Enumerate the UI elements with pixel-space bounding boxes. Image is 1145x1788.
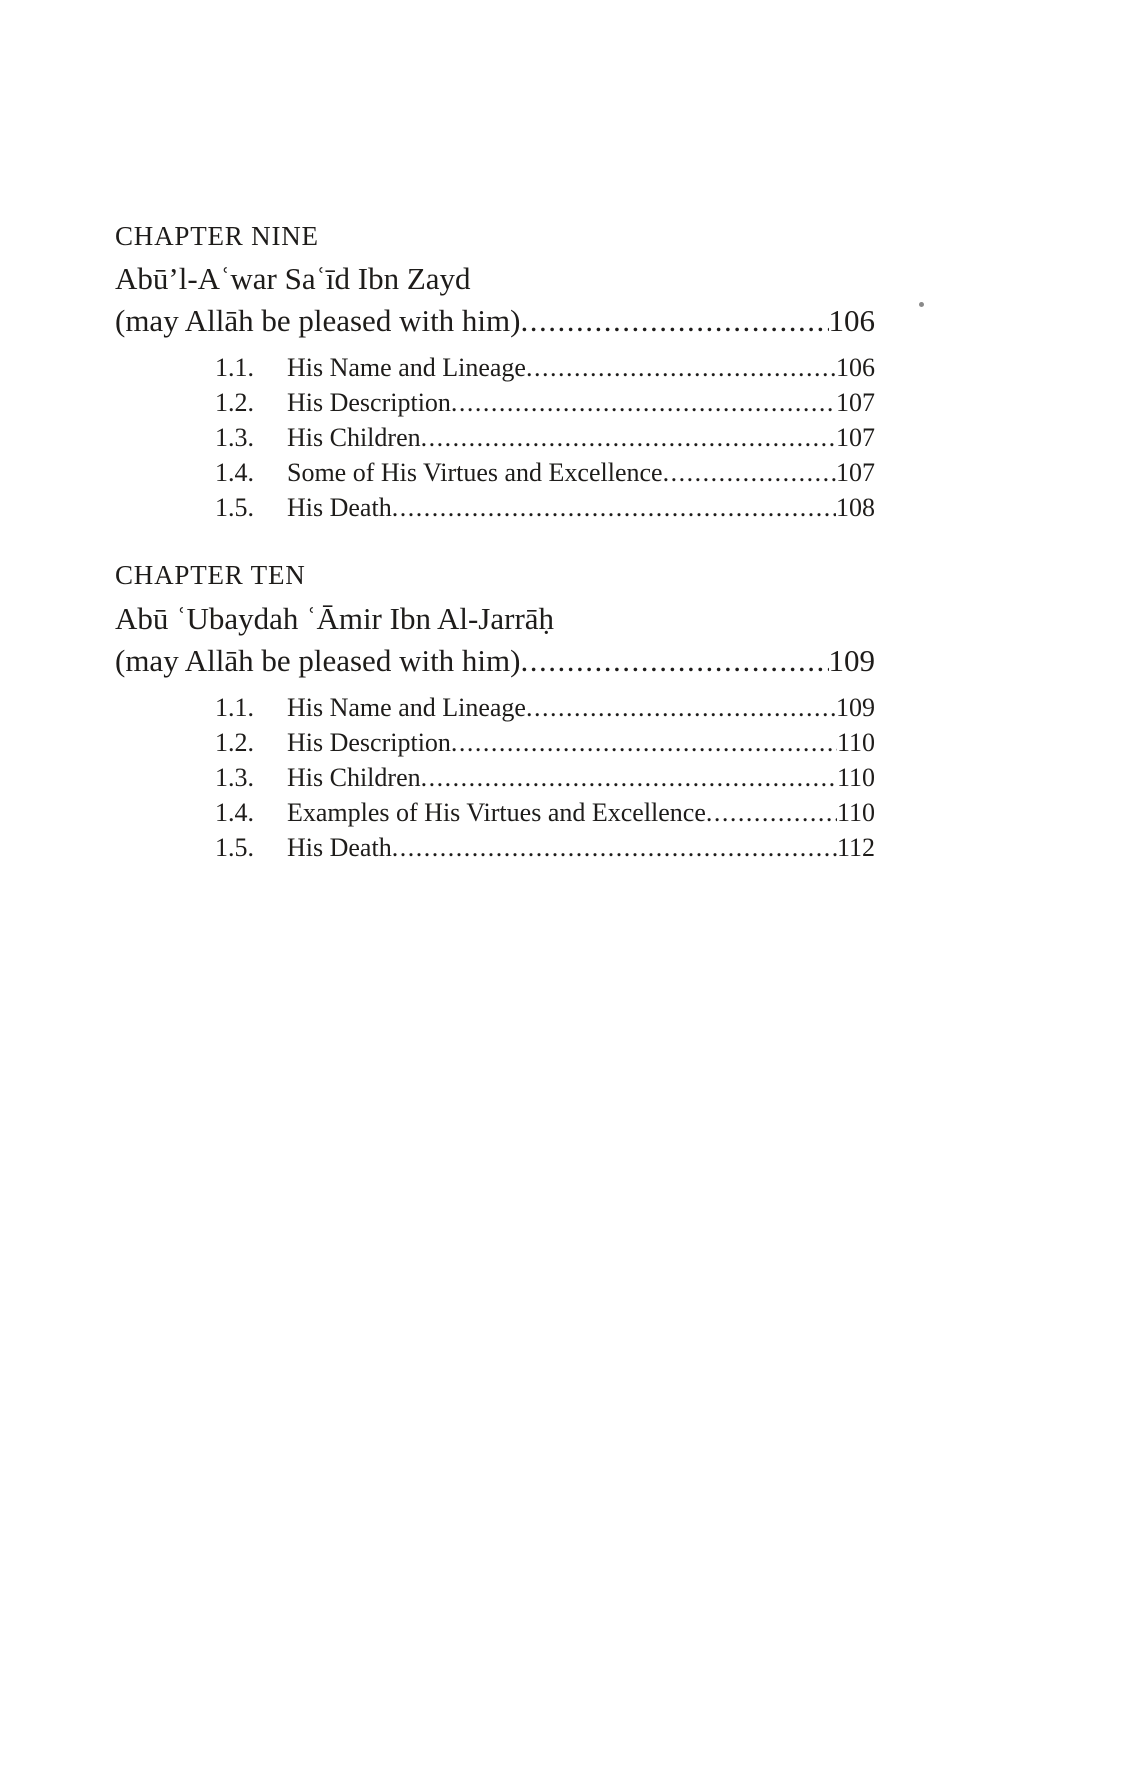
toc-entry	[115, 385, 875, 420]
toc-entry-number: 1.4.	[215, 797, 254, 827]
toc-entry	[115, 690, 875, 725]
toc-entry-page: 110	[836, 797, 875, 827]
toc-entry-number: 1.3.	[215, 762, 254, 792]
dot-leader	[706, 795, 837, 830]
toc-entry-number: 1.1.	[215, 692, 254, 722]
chapter-title: Abū’l-Aʿwar Saʿīd Ibn Zayd	[115, 261, 471, 297]
dot-leader	[526, 350, 836, 385]
toc-entry-number: 1.2.	[215, 388, 254, 418]
toc-entry-label: Examples of His Virtues and Excellence	[287, 797, 706, 827]
toc-entry-number: 1.2.	[215, 727, 254, 757]
table-of-contents-page	[115, 220, 875, 865]
toc-entry-label: His Name and Lineage	[287, 692, 526, 722]
dot-leader	[392, 830, 837, 865]
dot-leader	[451, 725, 837, 760]
toc-entry-label: His Death	[287, 493, 392, 523]
toc-entry-page: 107	[836, 423, 875, 453]
toc-entry-number: 1.5.	[215, 493, 254, 523]
chapter-subtitle: (may Allāh be pleased with him)	[115, 642, 521, 678]
chapter-nine-section	[115, 220, 875, 525]
toc-entry-page: 112	[836, 832, 875, 862]
dot-leader	[451, 385, 836, 420]
chapter-page-number: 106	[828, 303, 875, 339]
scan-speck-artifact	[919, 302, 924, 307]
toc-entry-page: 107	[836, 458, 875, 488]
toc-entry	[115, 725, 875, 760]
toc-entry-page: 110	[836, 727, 875, 757]
toc-entry	[115, 455, 875, 490]
toc-entry-page: 109	[836, 692, 875, 722]
toc-entry	[115, 830, 875, 865]
toc-entry-label: His Description	[287, 727, 451, 757]
toc-entry-label: His Name and Lineage	[287, 353, 526, 383]
toc-entry-number: 1.3.	[215, 423, 254, 453]
toc-entry-label: His Children	[287, 762, 421, 792]
toc-entry	[115, 490, 875, 525]
dot-leader	[520, 641, 828, 681]
dot-leader	[526, 690, 836, 725]
chapter-heading: CHAPTER NINE	[115, 221, 319, 251]
toc-entry	[115, 795, 875, 830]
dot-leader	[663, 455, 836, 490]
toc-entry	[115, 760, 875, 795]
toc-entry-number: 1.5.	[215, 832, 254, 862]
toc-entry-label: His Description	[287, 388, 451, 418]
dot-leader	[421, 420, 836, 455]
chapter-subtitle-row	[115, 641, 875, 681]
chapter-heading: CHAPTER TEN	[115, 560, 306, 591]
chapter-subtitle-row	[115, 301, 875, 341]
dot-leader	[421, 760, 837, 795]
dot-leader	[392, 490, 836, 525]
toc-entry-number: 1.4.	[215, 458, 254, 488]
toc-entry-page: 107	[836, 388, 875, 418]
chapter-ten-section	[115, 559, 875, 864]
toc-entry-page: 108	[836, 493, 875, 523]
toc-entry-label: Some of His Virtues and Excellence	[287, 458, 663, 488]
chapter-page-number: 109	[828, 642, 875, 678]
toc-entry-label: His Children	[287, 423, 421, 453]
chapter-title: Abū ʿUbaydah ʿĀmir Ibn Al-Jarrāḥ	[115, 600, 555, 636]
chapter-subtitle: (may Allāh be pleased with him)	[115, 303, 521, 339]
dot-leader	[520, 301, 828, 341]
toc-entry-label: His Death	[287, 832, 392, 862]
toc-entry-page: 106	[836, 353, 875, 383]
toc-entry-number: 1.1.	[215, 353, 254, 383]
toc-entry-page: 110	[836, 762, 875, 792]
toc-entry	[115, 420, 875, 455]
toc-entry	[115, 350, 875, 385]
